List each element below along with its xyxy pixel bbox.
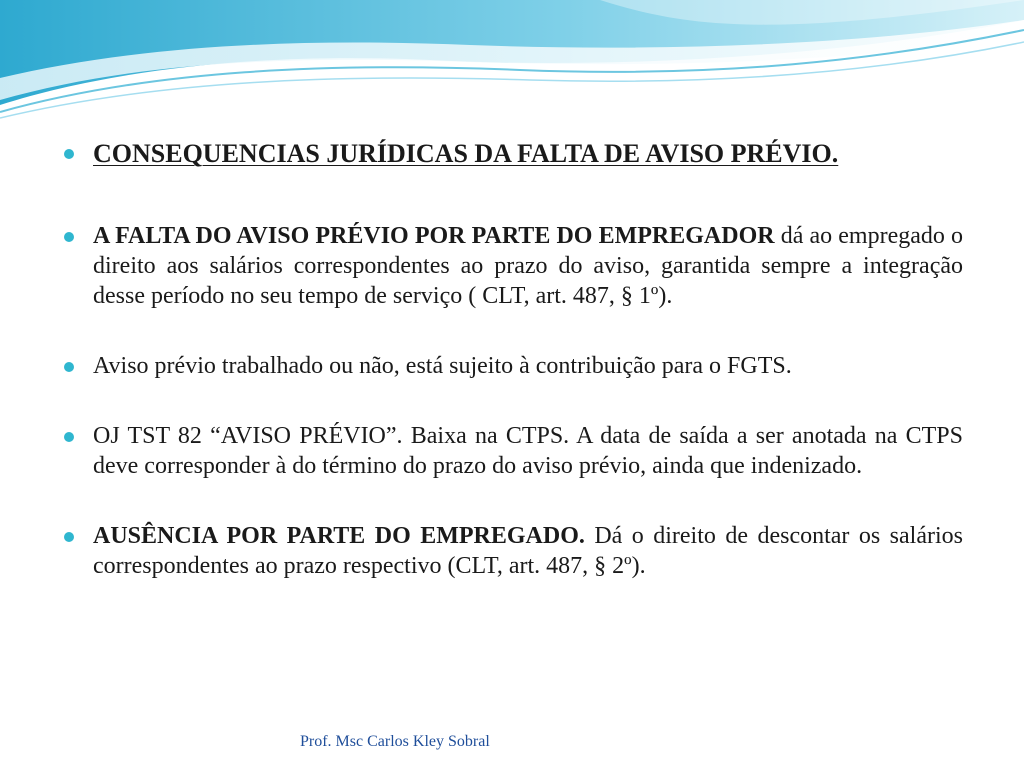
bullet-icon	[64, 432, 74, 442]
bullet-4-text: Dá o direito de descontar os salários correspondentes ao prazo respectivo (CLT, art. 487, § 2º).	[93, 523, 963, 579]
bullet-4-bold: AUSÊNCIA POR PARTE DO EMPREGADO.	[93, 523, 585, 549]
bullet-item-3	[58, 421, 963, 481]
bullet-item-2	[58, 351, 963, 381]
bullet-3-text: OJ TST 82 “AVISO PRÉVIO”. Baixa na CTPS. A data de saída a ser anotada na CTPS deve corresponder à do término do prazo do aviso prévio, ainda que indenizado.	[93, 423, 963, 479]
heading-text: CONSEQUENCIAS JURÍDICAS DA FALTA DE AVISO PRÉVIO.	[93, 139, 839, 168]
bullet-item-4	[58, 521, 963, 581]
bullet-item-1	[58, 221, 963, 311]
bullet-icon	[64, 232, 74, 242]
footer-author: Prof. Msc Carlos Kley Sobral	[300, 733, 490, 750]
bullet-icon	[64, 532, 74, 542]
bullet-icon	[64, 362, 74, 372]
bullet-icon	[64, 149, 74, 159]
bullet-2-text: Aviso prévio trabalhado ou não, está sujeito à contribuição para o FGTS.	[93, 353, 792, 379]
bullet-1-text: dá ao empregado o direito aos salários correspondentes ao prazo do aviso, garantida sempre a integração desse período no seu tempo de serviço ( CLT, art. 487, § 1º).	[93, 223, 963, 309]
bullet-heading	[58, 138, 963, 171]
bullet-1-bold: A FALTA DO AVISO PRÉVIO POR PARTE DO EMPREGADOR	[93, 223, 775, 249]
header-wave-decoration	[0, 0, 1024, 130]
slide-content	[58, 138, 963, 581]
